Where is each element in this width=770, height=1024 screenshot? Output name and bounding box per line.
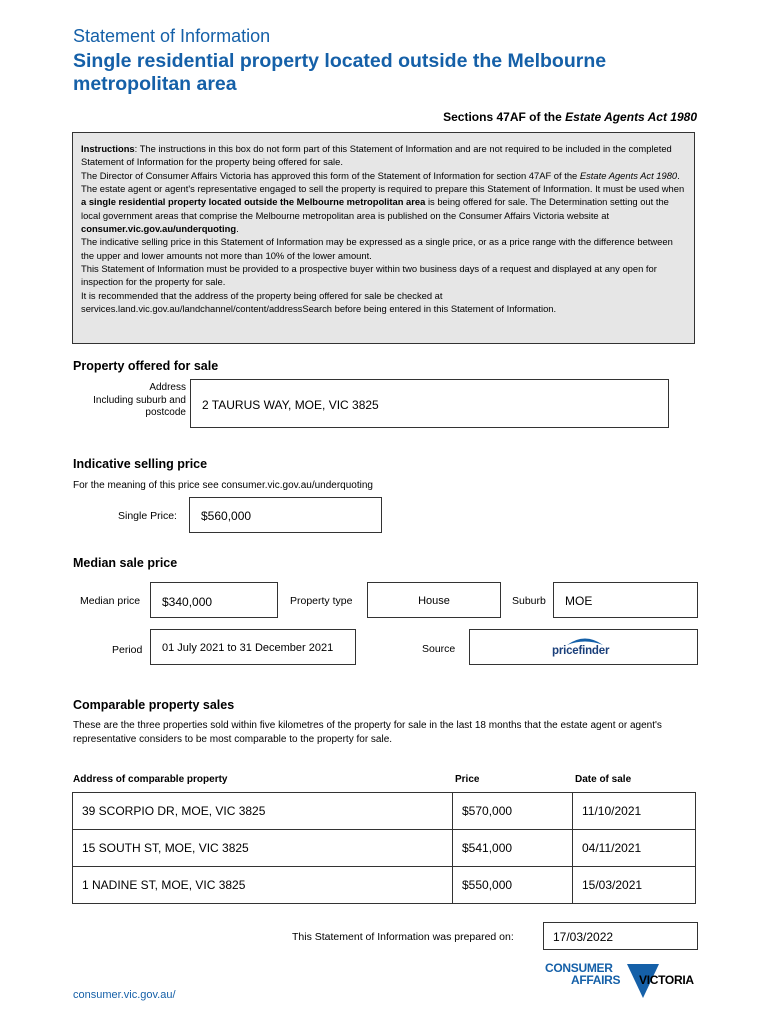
comp-date-cell[interactable]: 15/03/2021 <box>573 867 696 904</box>
table-row <box>73 793 696 830</box>
suburb-value: MOE <box>565 594 593 608</box>
address-label-line3: postcode <box>145 407 186 418</box>
instructions-p3 <box>81 182 686 235</box>
logo-line1: CONSUMER <box>545 961 613 975</box>
instructions-lead: Instructions <box>81 143 135 154</box>
period-field[interactable] <box>150 629 356 665</box>
instructions-p6: It is recommended that the address of the property being offered for sale be checked at services.land.vic.gov.au/landchannel/content/addressSearch before being entered in this Statement of Information. <box>81 289 557 315</box>
property-type-field[interactable] <box>367 582 501 618</box>
instructions-p5: This Statement of Information must be provided to a prospective buyer within two business days of a request and displayed at any open for inspection for the property for sale. <box>81 263 657 288</box>
table-row <box>73 830 696 867</box>
instructions-box <box>72 132 695 344</box>
instructions-p3c: is being offered for sale. The Determination setting out the local government areas that comprise the Melbourne metropolitan area is published on the Consumer Affairs Victoria website at <box>81 196 669 221</box>
consumer-affairs-victoria-logo <box>543 958 703 1004</box>
prepared-date-value: 17/03/2022 <box>553 930 614 944</box>
suburb-field[interactable] <box>553 582 698 618</box>
period-label: Period <box>112 644 143 656</box>
pricefinder-logo: pricefinder <box>552 645 610 657</box>
instructions-p3e: . <box>236 223 239 235</box>
instructions-p1-text: : The instructions in this box do not form part of this Statement of Information and are not required to be included in the completed Statement of Information for the property being offered for sale. <box>81 143 672 168</box>
address-field[interactable] <box>190 379 669 428</box>
instructions-p2b: Estate Agents Act 1980 <box>579 169 678 181</box>
sections-reference <box>443 110 697 124</box>
col-date-header: Date of sale <box>575 774 632 785</box>
form-eyebrow: Statement of Information <box>73 26 271 46</box>
instructions-p2 <box>81 169 686 182</box>
comparable-note: These are the three properties sold within five kilometres of the property for sale in the last 18 months that the estate agent or agent's representative considers to be most comparable to the property for sale. <box>73 720 662 745</box>
address-label-line1: Address <box>149 382 186 393</box>
comp-address-cell[interactable]: 39 SCORPIO DR, MOE, VIC 3825 <box>73 793 453 830</box>
sections-prefix: Sections 47AF of the <box>443 110 566 124</box>
address-label-line2: Including suburb and <box>93 394 186 406</box>
act-name: Estate Agents Act 1980 <box>565 110 697 124</box>
instructions-p3d: consumer.vic.gov.au/underquoting <box>81 223 237 235</box>
single-price-field[interactable] <box>189 497 382 533</box>
col-price-header: Price <box>455 774 480 785</box>
instructions-p4: The indicative selling price in this Statement of Information may be expressed as a single price, or as a price range with the difference between the upper and lower amounts not more than 10% of the lower amount. <box>81 236 673 261</box>
property-type-value: House <box>418 595 450 607</box>
median-price-field[interactable] <box>150 582 278 618</box>
instructions-p2a: The Director of Consumer Affairs Victoria has approved this form of the Statement of Information for section 47AF of the <box>81 169 580 181</box>
instructions-p1 <box>81 142 686 169</box>
comparable-table <box>72 792 696 904</box>
comp-date-cell[interactable]: 11/10/2021 <box>573 793 696 830</box>
comp-price-cell[interactable]: $550,000 <box>453 867 573 904</box>
single-price-label: Single Price: <box>118 510 177 522</box>
indicative-heading: Indicative selling price <box>73 457 208 471</box>
page-title: Single residential property located outside the Melbourne metropolitan area <box>73 50 607 95</box>
median-price-label: Median price <box>80 595 141 607</box>
col-address-header: Address of comparable property <box>73 774 228 785</box>
comp-address-cell[interactable]: 15 SOUTH ST, MOE, VIC 3825 <box>73 830 453 867</box>
instructions-p2c: . <box>677 169 680 181</box>
instructions-p3a: The estate agent or agent's representative engaged to sell the property is required to prepare this Statement of Information. It must be used when <box>81 183 685 195</box>
comp-price-cell[interactable]: $541,000 <box>453 830 573 867</box>
single-price-value: $560,000 <box>201 509 252 523</box>
comp-date-cell[interactable]: 04/11/2021 <box>573 830 696 867</box>
indicative-note: For the meaning of this price see consumer.vic.gov.au/underquoting <box>73 480 373 491</box>
median-price-value: $340,000 <box>162 595 213 609</box>
table-row <box>73 867 696 904</box>
logo-line2: AFFAIRS <box>571 973 621 987</box>
logo-line3: VICTORIA <box>639 973 694 987</box>
property-heading: Property offered for sale <box>73 359 219 373</box>
address-label <box>60 382 186 420</box>
instructions-p3b: a single residential property located outside the Melbourne metropolitan area <box>81 196 426 208</box>
median-heading: Median sale price <box>73 556 178 570</box>
address-value: 2 TAURUS WAY, MOE, VIC 3825 <box>202 398 379 412</box>
suburb-label: Suburb <box>512 595 546 607</box>
property-type-label: Property type <box>290 595 353 607</box>
footer-url: consumer.vic.gov.au/ <box>73 989 176 1001</box>
comp-price-cell[interactable]: $570,000 <box>453 793 573 830</box>
comparable-heading: Comparable property sales <box>73 698 235 712</box>
period-value: 01 July 2021 to 31 December 2021 <box>162 642 334 654</box>
prepared-date-field[interactable] <box>543 922 698 950</box>
source-label: Source <box>422 643 456 655</box>
prepared-label: This Statement of Information was prepared on: <box>292 931 514 943</box>
comp-address-cell[interactable]: 1 NADINE ST, MOE, VIC 3825 <box>73 867 453 904</box>
source-field[interactable] <box>469 629 698 665</box>
